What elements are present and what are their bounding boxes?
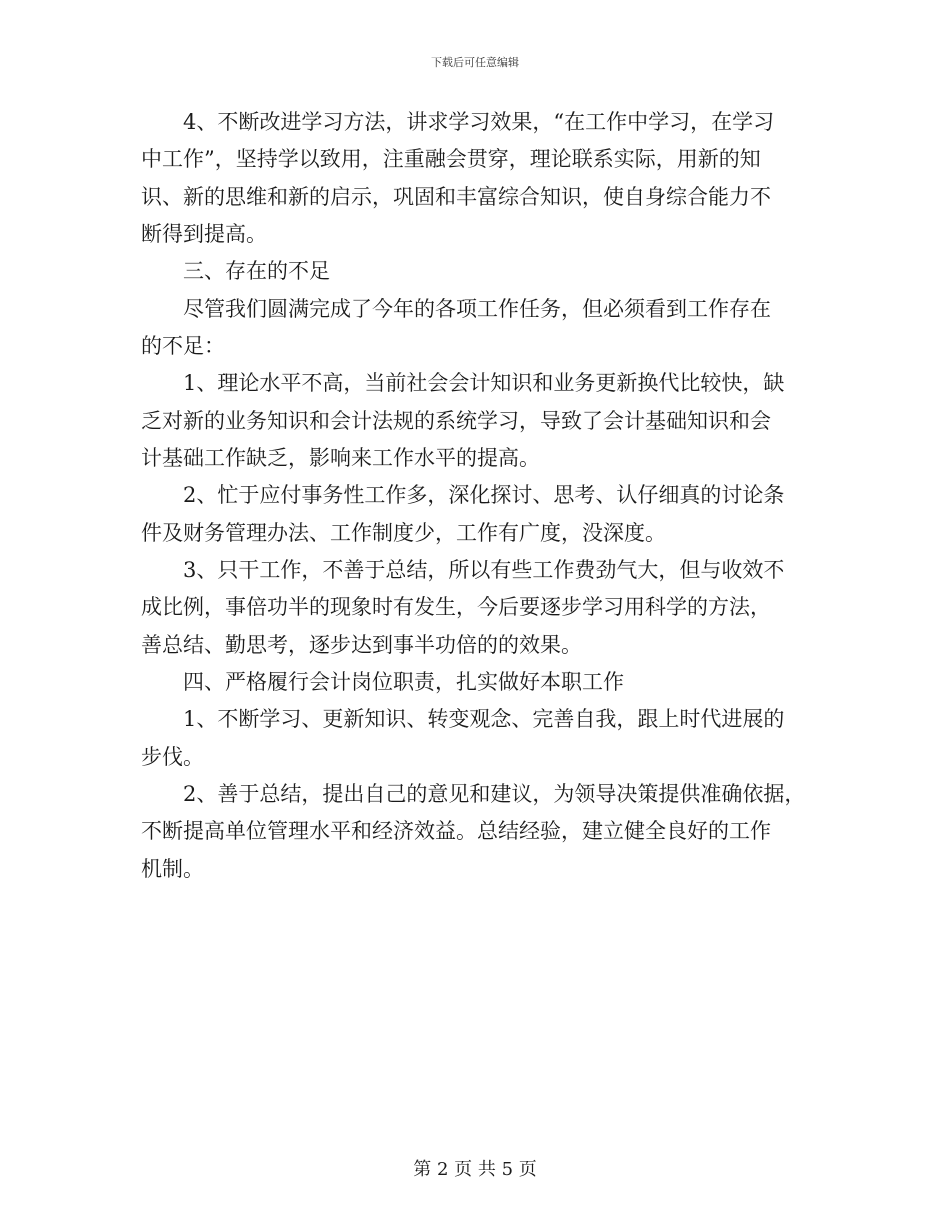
section-heading: 四、严格履行会计岗位职责，扎实做好本职工作 xyxy=(141,670,624,694)
page-header: 下载后可任意编辑 xyxy=(431,56,519,69)
text-line: 4、不断改进学习方法，讲求学习效果，“在工作中学习，在学习 xyxy=(141,110,775,134)
text-line: 1、不断学习、更新知识、转变观念、完善自我，跟上时代进展的 xyxy=(141,707,785,731)
text-line: 不断提高单位管理水平和经济效益。总结经验，建立健全良好的工作 xyxy=(141,819,771,843)
text-line: 的不足： xyxy=(141,334,225,358)
text-line: 2、善于总结，提出自己的意见和建议，为领导决策提供准确依据， xyxy=(141,782,806,806)
section-heading: 三、存在的不足 xyxy=(141,259,330,283)
text-line: 件及财务管理办法、工作制度少，工作有广度，没深度。 xyxy=(141,521,666,545)
text-line: 1、理论水平不高，当前社会会计知识和业务更新换代比较快，缺 xyxy=(141,371,785,395)
text-line: 中工作”，坚持学以致用，注重融会贯穿，理论联系实际，用新的知 xyxy=(141,147,761,171)
text-line: 断得到提高。 xyxy=(141,222,267,246)
text-line: 成比例，事倍功半的现象时有发生，今后要逐步学习用科学的方法， xyxy=(141,595,771,619)
text-line: 3、只干工作，不善于总结，所以有些工作费劲气大，但与收效不 xyxy=(141,558,785,582)
text-line: 2、忙于应付事务性工作多，深化探讨、思考、认仔细真的讨论条 xyxy=(141,483,785,507)
page-footer: 第 2 页 共 5 页 xyxy=(413,1159,537,1180)
text-line: 乏对新的业务知识和会计法规的系统学习，导致了会计基础知识和会 xyxy=(141,409,771,433)
text-line: 善总结、勤思考，逐步达到事半功倍的的效果。 xyxy=(141,633,582,657)
text-line: 尽管我们圆满完成了今年的各项工作任务，但必须看到工作存在 xyxy=(141,297,771,321)
text-line: 计基础工作缺乏，影响来工作水平的提高。 xyxy=(141,446,540,470)
text-line: 机制。 xyxy=(141,857,204,881)
text-line: 识、新的思维和新的启示，巩固和丰富综合知识，使自身综合能力不 xyxy=(141,185,771,209)
text-line: 步伐。 xyxy=(141,745,204,769)
